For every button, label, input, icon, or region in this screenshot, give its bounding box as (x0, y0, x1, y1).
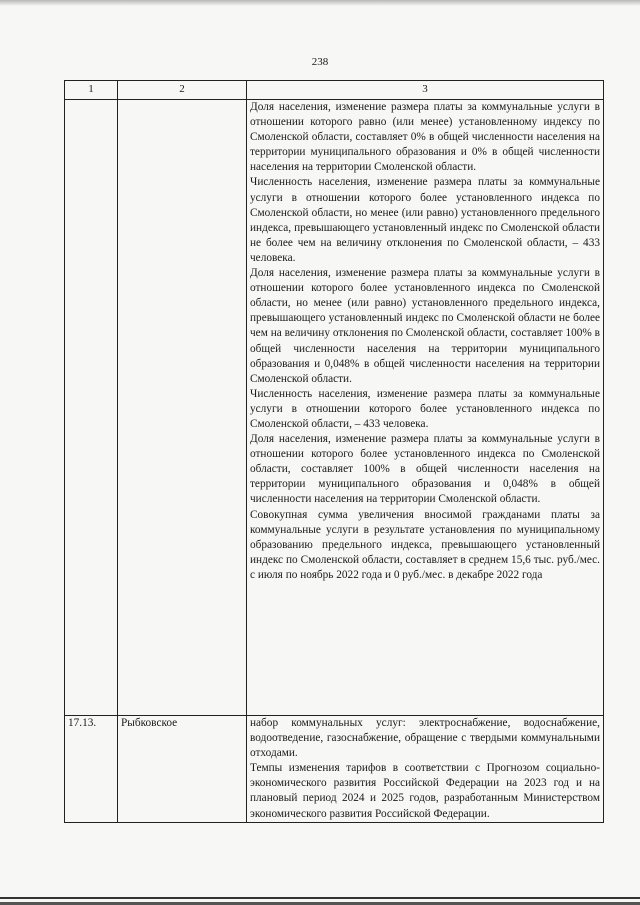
scan-edge (0, 0, 640, 6)
page-number: 238 (311, 56, 329, 68)
document-table (64, 80, 604, 823)
table-row (65, 716, 604, 823)
table-row (65, 100, 604, 716)
paragraph: Темпы изменения тарифов в соответствии с Прогнозом социально-экономического развития Российской Федерации на 2023 год и на плановый период 2024 и 2025 годов, разработанным Министерством экономического развития Российской Федерации. (250, 762, 600, 820)
row-description-cell (247, 716, 604, 823)
paragraph: Совокупная сумма увеличения вносимой гражданами платы за коммунальные услуги в результате установления по муниципальному образованию предельного индекса, превышающего установленный индекс по Смоленской области, составляет в среднем 15,6 тыс. руб./мес. с июля по ноябрь 2022 года и 0 руб./мес. в декабре 2022 года (250, 508, 600, 581)
paragraph: Доля населения, изменение размера платы за коммунальные услуги в отношении которого более установленного индекса по Смоленской области, но менее (или равно) установленного предельного индекса, превышающего установленный индекс по Смоленской области не более чем на величину отклонения по Смоленской области, составляет 100% в общей численности населения на территории муниципального образования и 0,048% в общей численности населения на территории Смоленской области. (250, 267, 600, 385)
paragraph: Доля населения, изменение размера платы за коммунальные услуги в отношении которого равно (или менее) установленному индексу по Смоленской области, составляет 0% в общей численности населения на территории муниципального образования и 0% в общей численности населения на территории Смоленской области. (250, 101, 600, 174)
table-header-row (65, 81, 604, 100)
column-header-1: 1 (65, 81, 118, 100)
row-number-cell: 17.13. (65, 716, 118, 823)
paragraph: Численность населения, изменение размера платы за коммунальные услуги в отношении которого более установленного индекса по Смоленской области, – 433 человека. (250, 387, 600, 430)
row-name-cell (118, 100, 247, 716)
paragraph: Доля населения, изменение размера платы за коммунальные услуги в отношении которого более установленного индекса по Смоленской области, составляет 100% в общей численности населения на территории муниципального образования и 0,048% в общей численности населения на территории Смоленской области. (250, 433, 600, 506)
row-number-cell (65, 100, 118, 716)
row-name-cell: Рыбковское (118, 716, 247, 823)
row-description-cell (247, 100, 604, 716)
column-header-2: 2 (118, 81, 247, 100)
column-header-3: 3 (247, 81, 604, 100)
paragraph: набор коммунальных услуг: электроснабжение, водоснабжение, водоотведение, газоснабжение, обращение с твердыми коммунальными отходами. (250, 717, 600, 760)
paragraph: Численность населения, изменение размера платы за коммунальные услуги в отношении которого более установленного индекса по Смоленской области, но менее (или равно) установленного предельного индекса, превышающего установленный индекс по Смоленской области не более чем на величину отклонения по Смоленской области, – 433 человека. (250, 176, 600, 264)
scan-edge-bottom (0, 897, 640, 899)
